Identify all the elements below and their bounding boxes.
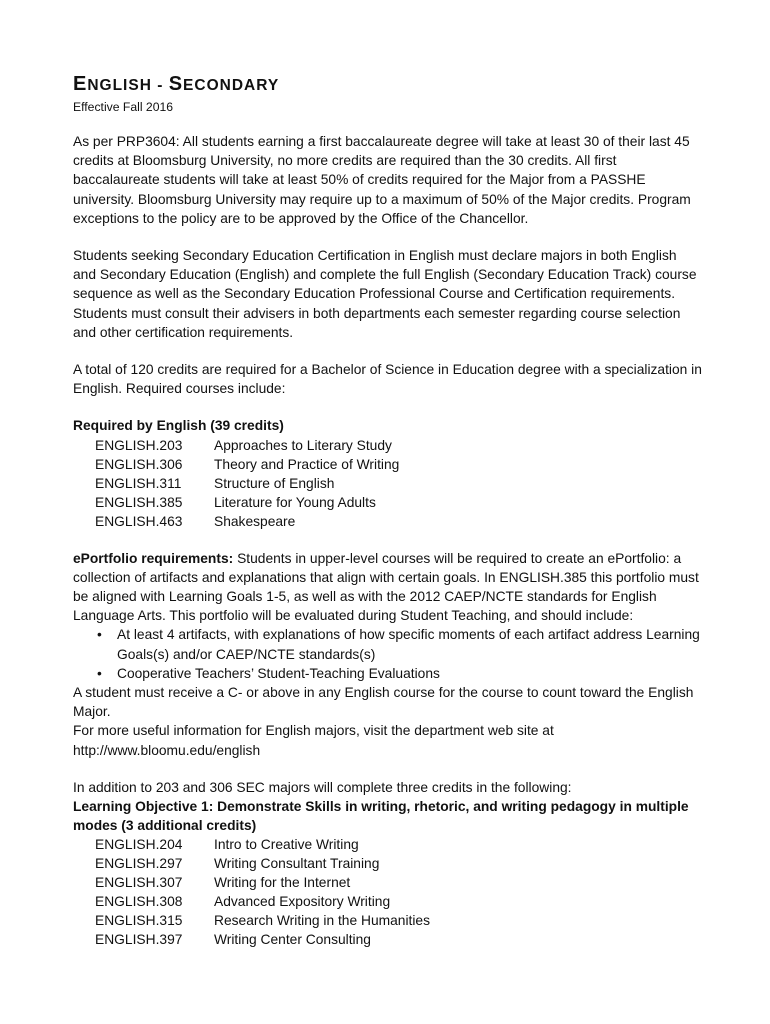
course-row — [95, 854, 703, 873]
title-initial-2: S — [168, 73, 184, 95]
certification-paragraph: Students seeking Secondary Education Certification in English must declare majors in both English and Secondary Education (English) and complete the full English (Secondary Education Track) course sequence as well as the Secondary Education Professional Course and Certification requirements. Students must consult their advisers in both departments each semester regarding course selection and other certification requirements. — [73, 248, 697, 340]
course-code: ENGLISH.203 — [95, 437, 183, 453]
course-title: Shakespeare — [214, 513, 296, 529]
course-row — [95, 835, 703, 854]
department-link[interactable]: http://www.bloomu.edu/english — [73, 742, 261, 758]
effective-date: Effective Fall 2016 — [73, 100, 174, 114]
objective-course-list — [95, 835, 703, 949]
page-title — [73, 72, 703, 98]
eportfolio-text: Students in upper-level courses will be required to create an ePortfolio: a collection of artifacts and explanations that align with certain goals. In ENGLISH.385 this portfolio must be aligned with Learning Goals 1-5, as well as with the 2012 CAEP/NCTE standards for English Language Arts. This portfolio will be evaluated during Student Teaching, and should include: — [73, 550, 699, 624]
course-title: Advanced Expository Writing — [214, 894, 391, 910]
course-title: Theory and Practice of Writing — [214, 456, 400, 472]
eportfolio-bullets — [73, 625, 703, 683]
course-title: Structure of English — [214, 475, 335, 491]
course-row — [95, 455, 703, 474]
course-row — [95, 512, 703, 531]
course-code: ENGLISH.315 — [95, 913, 183, 929]
course-code: ENGLISH.463 — [95, 513, 183, 529]
spacer — [73, 760, 703, 778]
bullet-item: • At least 4 artifacts, with explanations of how specific moments of each artifact address Learning Goals(s) and/or CAEP/NCTE standards(s) — [117, 625, 703, 663]
course-title: Research Writing in the Humanities — [214, 913, 430, 929]
title-initial-1: E — [73, 73, 88, 95]
course-code: ENGLISH.204 — [95, 837, 183, 853]
course-row — [95, 911, 703, 930]
required-course-list — [95, 436, 703, 531]
document-page — [73, 72, 703, 967]
course-row — [95, 436, 703, 455]
course-title: Approaches to Literary Study — [214, 437, 392, 453]
course-title: Writing for the Internet — [214, 875, 351, 891]
course-code: ENGLISH.297 — [95, 856, 183, 872]
course-code: ENGLISH.308 — [95, 894, 183, 910]
course-code: ENGLISH.311 — [95, 475, 182, 491]
course-title: Intro to Creative Writing — [214, 837, 359, 853]
course-code: ENGLISH.385 — [95, 494, 183, 510]
course-row — [95, 892, 703, 911]
eportfolio-paragraph — [73, 549, 703, 626]
title-rest-1: NGLISH - — [87, 77, 169, 94]
eportfolio-label: ePortfolio requirements: — [73, 550, 234, 566]
course-title: Literature for Young Adults — [214, 494, 376, 510]
objective-intro: In addition to 203 and 306 SEC majors will complete three credits in the following: — [73, 779, 572, 795]
info-note: For more useful information for English majors, visit the department web site at — [73, 723, 554, 739]
required-heading: Required by English (39 credits) — [73, 418, 284, 434]
course-row — [95, 930, 703, 949]
course-row — [95, 474, 703, 493]
course-code: ENGLISH.307 — [95, 875, 183, 891]
objective-heading: Learning Objective 1: Demonstrate Skills in writing, rhetoric, and writing pedagogy in multiple modes (3 additional credits) — [73, 799, 689, 834]
total-credits-paragraph: A total of 120 credits are required for a Bachelor of Science in Education degree with a specialization in English. Required courses include: — [73, 362, 702, 397]
course-title: Writing Consultant Training — [214, 856, 380, 872]
prp-paragraph: As per PRP3604: All students earning a first baccalaureate degree will take at least 30 of their last 45 credits at Bloomsburg University, no more credits are required than the 30 credits. All first baccalaureate students will take at least 50% of credits required for the Major from a PASSHE university. Bloomsburg University may require up to a maximum of 50% of the Major credits. Program exceptions to the policy are to be approved by the Office of the Chancellor. — [73, 134, 691, 226]
course-code: ENGLISH.397 — [95, 932, 183, 948]
course-code: ENGLISH.306 — [95, 456, 183, 472]
bullet-item: • Cooperative Teachers’ Student-Teaching Evaluations — [117, 664, 703, 683]
course-title: Writing Center Consulting — [214, 932, 371, 948]
course-row — [95, 873, 703, 892]
grade-note: A student must receive a C- or above in any English course for the course to count toward the English Major. — [73, 685, 694, 720]
course-row — [95, 493, 703, 512]
title-rest-2: ECONDARY — [183, 77, 280, 94]
